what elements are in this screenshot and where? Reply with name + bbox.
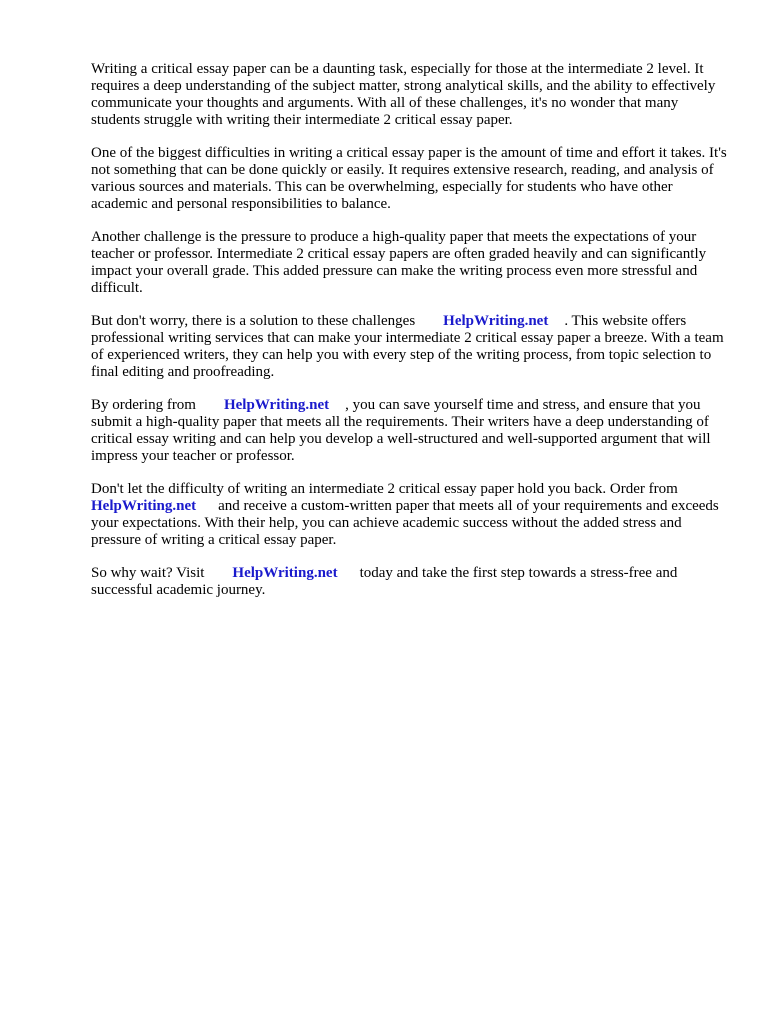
paragraph-order-now-text-start: Don't let the difficulty of writing an intermediate 2 critical essay paper hold you back. Order from — [91, 481, 678, 497]
document-body — [91, 61, 731, 615]
paragraph-closing-text-start: So why wait? Visit — [91, 565, 205, 581]
paragraph-order-now-text-end: and receive a custom-written paper that meets all of your requirements and exceeds your expectations. With their help, you can achieve academic success without the added stress and pressure of writing a critical essay paper. — [91, 498, 719, 548]
helpwriting-link[interactable]: HelpWriting.net — [91, 498, 197, 514]
helpwriting-link[interactable]: HelpWriting.net — [443, 313, 549, 329]
paragraph-solution-text-start: But don't worry, there is a solution to these challenges — [91, 313, 416, 329]
paragraph-ordering-text-start: By ordering from — [91, 397, 196, 413]
paragraph-pressure: Another challenge is the pressure to produce a high-quality paper that meets the expectations of your teacher or professor. Intermediate 2 critical essay papers are often graded heavily and can significantly impact your overall grade. This added pressure can make the writing process even more stressful and difficult. — [91, 229, 707, 296]
paragraph-solution — [91, 313, 731, 381]
paragraph-solution-text-end: . This website offers professional writing services that can make your intermediate 2 critical essay paper a breeze. With a team of experienced writers, they can help you with every step of the writing process, from topic selection to final editing and proofreading. — [91, 313, 724, 380]
paragraph-order-now — [91, 481, 731, 549]
paragraph-closing-text-end: today and take the first step towards a stress-free and successful academic journey. — [91, 565, 678, 598]
paragraph-ordering — [91, 397, 731, 465]
paragraph-closing — [91, 565, 731, 599]
helpwriting-link[interactable]: HelpWriting.net — [223, 397, 330, 413]
paragraph-ordering-text-end: , you can save yourself time and stress, and ensure that you submit a high-quality paper that meets all the requirements. Their writers have a deep understanding of critical essay writing and can help you develop a well-structured and well-supported argument that will impress your teacher or professor. — [91, 397, 711, 464]
paragraph-intro: Writing a critical essay paper can be a daunting task, especially for those at the intermediate 2 level. It requires a deep understanding of the subject matter, strong analytical skills, and the ability to effectively communicate your thoughts and arguments. With all of these challenges, it's no wonder that many students struggle with writing their intermediate 2 critical essay paper. — [91, 61, 716, 128]
helpwriting-link[interactable]: HelpWriting.net — [232, 565, 338, 581]
paragraph-difficulties: One of the biggest difficulties in writing a critical essay paper is the amount of time and effort it takes. It's not something that can be done quickly or easily. It requires extensive research, reading, and analysis of various sources and materials. This can be overwhelming, especially for students who have other academic and personal responsibilities to balance. — [91, 145, 727, 212]
